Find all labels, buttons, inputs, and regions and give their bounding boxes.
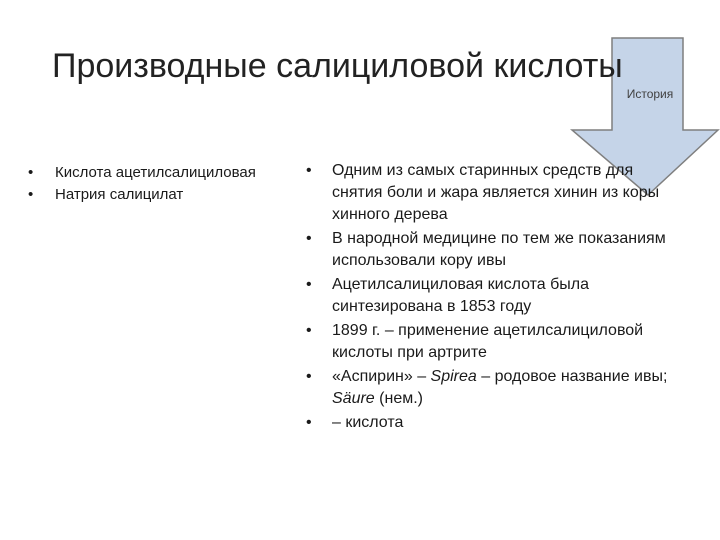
bullet-icon: • xyxy=(306,368,312,385)
german-note: (нем.) xyxy=(374,390,423,407)
list-item-text: Кислота ацетилсалициловая xyxy=(55,164,256,181)
bullet-icon: • xyxy=(306,162,312,179)
list-item xyxy=(28,162,256,184)
list-item-text: Одним из самых старинных средств для снятия боли и жара является хинин из коры хинного дерева xyxy=(332,162,660,223)
left-bullet-list xyxy=(28,162,256,206)
list-item xyxy=(306,412,686,434)
list-item-text: В народной медицине по тем же показаниям использовали кору ивы xyxy=(332,230,666,269)
bullet-icon: • xyxy=(306,276,312,293)
slide-title: Производные салициловой кислоты xyxy=(52,47,623,85)
list-item-text: Ацетилсалициловая кислота была синтезирована в 1853 году xyxy=(332,276,590,315)
list-item xyxy=(306,274,686,318)
bullet-icon: • xyxy=(28,164,34,181)
bullet-icon: • xyxy=(306,414,312,431)
saure-term: Säure xyxy=(332,390,375,407)
aspirin-text: «Аспирин» – xyxy=(332,368,431,385)
list-item xyxy=(306,320,686,364)
right-bullet-list xyxy=(306,160,686,436)
list-item xyxy=(306,160,686,226)
list-item xyxy=(28,184,256,206)
list-item-text: 1899 г. – применение ацетилсалициловой кислоты при артрите xyxy=(332,322,644,361)
spirea-term: Spirea xyxy=(430,368,477,385)
willow-genus-text: – родовое название ивы; xyxy=(476,368,668,385)
bullet-icon: • xyxy=(28,186,34,203)
list-item xyxy=(306,228,686,272)
list-item xyxy=(306,366,686,410)
list-item-text: – кислота xyxy=(332,414,404,431)
bullet-icon: • xyxy=(306,322,312,339)
list-item-text: Натрия салицилат xyxy=(55,186,184,203)
list-item-text xyxy=(332,368,667,407)
bullet-icon: • xyxy=(306,230,312,247)
history-arrow-label: История xyxy=(626,87,674,101)
